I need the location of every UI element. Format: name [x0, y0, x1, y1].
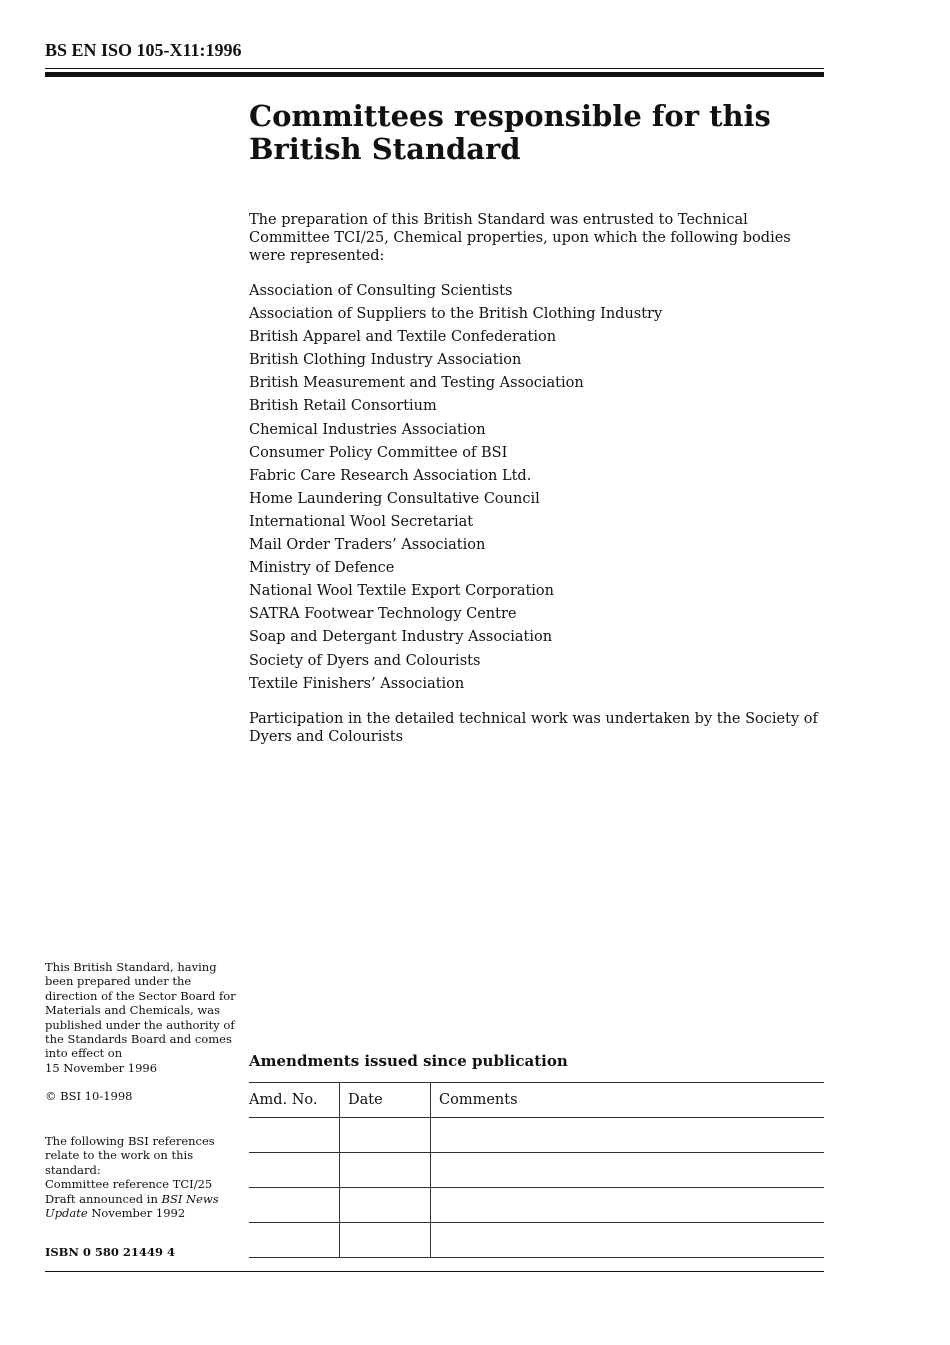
header-rule-thin: [45, 68, 824, 69]
publication-note-line: published under the authority of: [45, 1017, 235, 1032]
isbn: ISBN 0 580 21449 4: [45, 1245, 175, 1259]
list-item: British Retail Consortium: [249, 398, 437, 415]
publication-note-line: into effect on: [45, 1046, 123, 1061]
table-row: [249, 1223, 824, 1258]
copyright-notice: © BSI 10-1998: [45, 1089, 133, 1103]
list-item: National Wool Textile Export Corporation: [249, 583, 554, 600]
list-item: British Apparel and Textile Confederation: [249, 329, 557, 346]
references-line: standard:: [45, 1162, 101, 1177]
participation-paragraph: Participation in the detailed technical work was undertaken by the Society of Dyers and Colourists: [249, 711, 818, 745]
list-item: British Measurement and Testing Association: [249, 375, 584, 392]
amendments-table: [249, 1082, 824, 1258]
table-row: [249, 1153, 824, 1188]
draft-publication-name: BSI News: [161, 1191, 219, 1206]
draft-date: November 1992: [87, 1206, 186, 1221]
table-row: [249, 1118, 824, 1153]
list-item: Home Laundering Consultative Council: [249, 490, 540, 507]
bsi-references: [45, 1134, 245, 1220]
list-item: Ministry of Defence: [249, 560, 395, 577]
header-rule-thick: [45, 72, 824, 77]
column-header-amd-no: Amd. No.: [249, 1083, 340, 1118]
list-item: Association of Suppliers to the British Clothing Industry: [249, 306, 663, 323]
list-item: Soap and Detergant Industry Association: [249, 629, 553, 646]
column-header-comments: Comments: [431, 1083, 825, 1118]
list-item: International Wool Secretariat: [249, 513, 474, 530]
publication-note-line: This British Standard, having: [45, 960, 217, 974]
list-item: Association of Consulting Scientists: [249, 283, 513, 299]
list-item: Textile Finishers’ Association: [249, 675, 465, 692]
publication-note-line: 15 November 1996: [45, 1060, 158, 1075]
column-header-date: Date: [340, 1083, 431, 1118]
references-line: Committee reference TCI/25: [45, 1177, 213, 1192]
list-item: SATRA Footwear Technology Centre: [249, 606, 517, 623]
intro-paragraph: The preparation of this British Standard was entrusted to Technical Committee TCI/25, Chemical properties, upon which the following bodies were represented:: [249, 212, 791, 264]
publication-note-line: Materials and Chemicals, was: [45, 1003, 220, 1018]
list-item: Chemical Industries Association: [249, 421, 486, 438]
footer-rule: [45, 1271, 824, 1272]
list-item: Mail Order Traders’ Association: [249, 537, 486, 554]
page-title-line-2: British Standard: [249, 132, 521, 166]
list-item: British Clothing Industry Association: [249, 352, 522, 369]
represented-bodies-list: [249, 281, 662, 697]
publication-note-line: direction of the Sector Board for: [45, 988, 236, 1003]
publication-note: [45, 960, 245, 1075]
table-row: [249, 1188, 824, 1223]
references-line: The following BSI references: [45, 1134, 215, 1148]
amendments-heading: Amendments issued since publication: [249, 1052, 568, 1070]
page-title-line-1: Committees responsible for this: [249, 99, 771, 133]
references-line: relate to the work on this: [45, 1148, 194, 1163]
page-title: [249, 100, 824, 166]
publication-note-line: been prepared under the: [45, 974, 192, 989]
draft-publication-name-cont: Update: [45, 1206, 88, 1221]
list-item: Society of Dyers and Colourists: [249, 652, 481, 669]
draft-prefix: Draft announced in: [45, 1191, 162, 1206]
document-code: BS EN ISO 105-X11:1996: [45, 40, 242, 60]
list-item: Fabric Care Research Association Ltd.: [249, 467, 532, 484]
publication-note-line: the Standards Board and comes: [45, 1032, 232, 1047]
list-item: Consumer Policy Committee of BSI: [249, 444, 508, 461]
table-header-row: [249, 1083, 824, 1118]
